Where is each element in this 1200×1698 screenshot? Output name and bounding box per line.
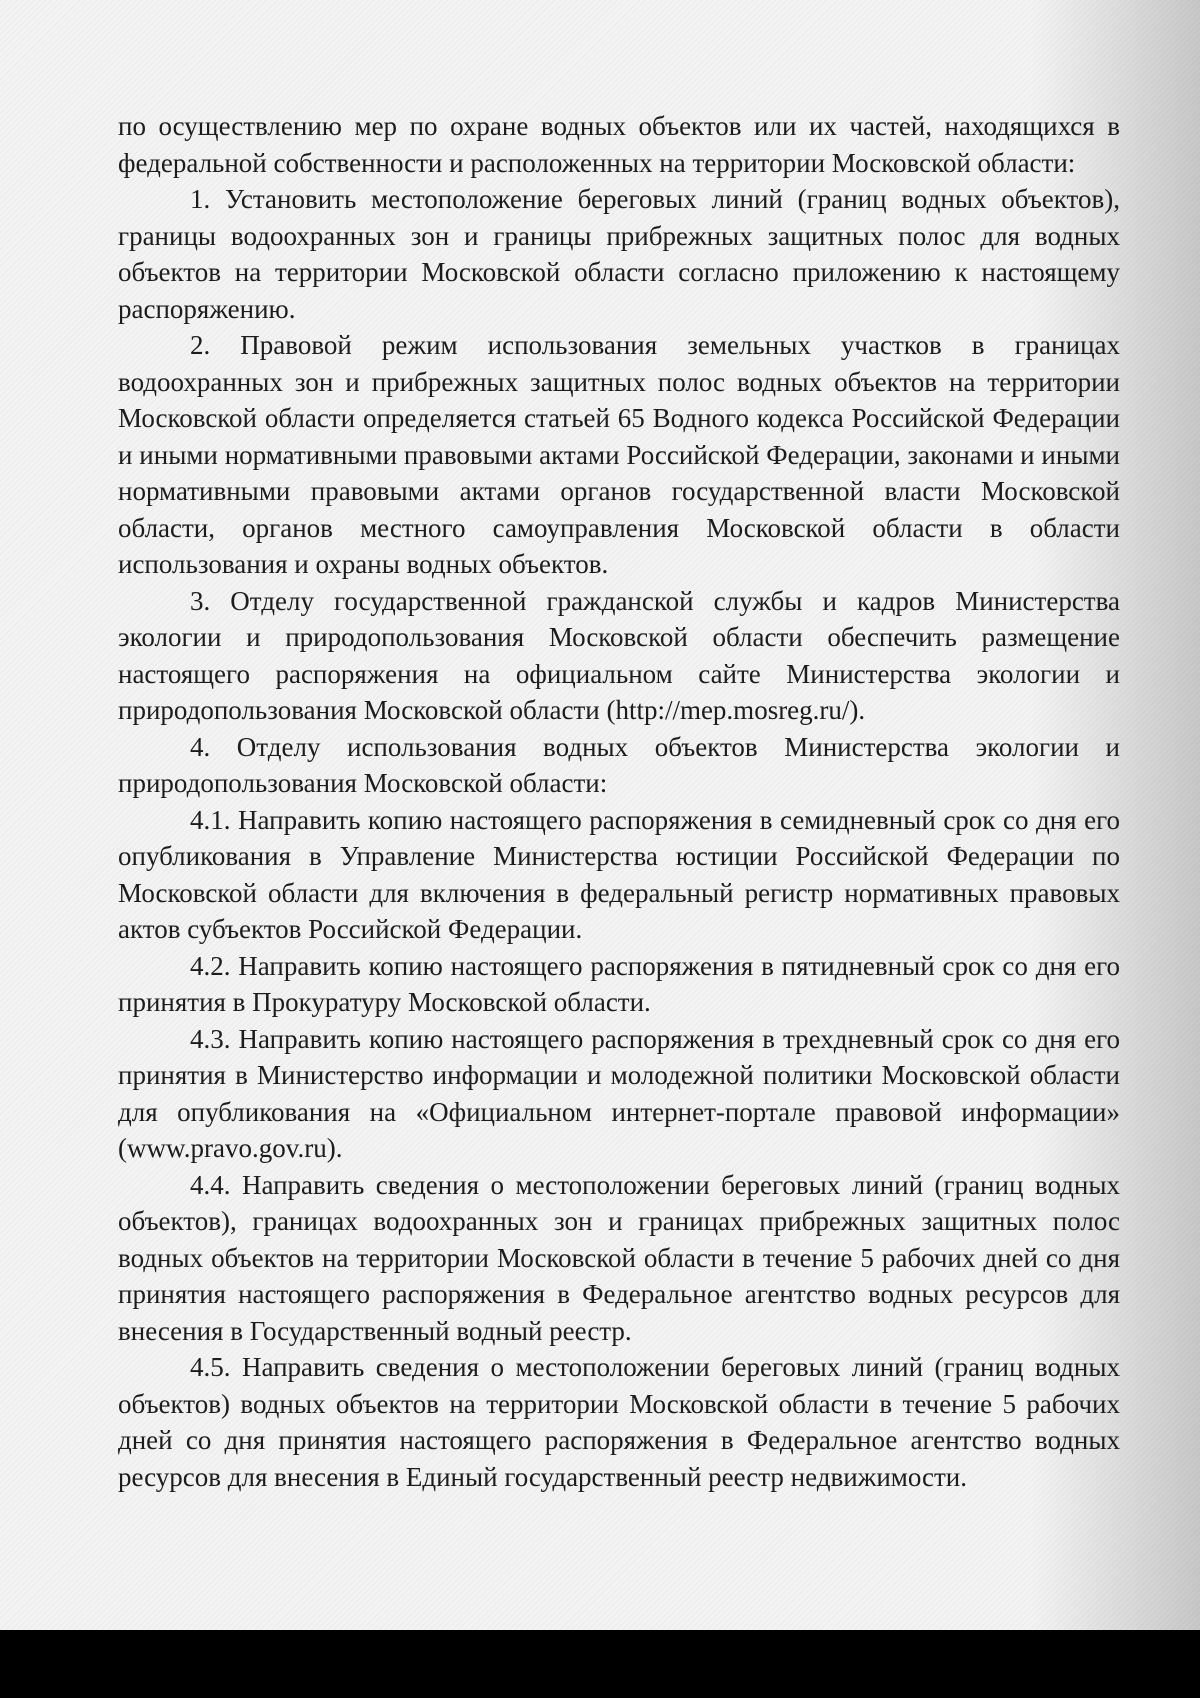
paragraph-item-4-4: 4.4. Направить сведения о местоположении береговых линий (границ водных объектов), границах водоохранных зон и границах прибрежных защитных полос водных объектов на территории Московской области в течение 5 рабочих дней со дня принятия настоящего распоряжения в Федеральное агентство водных ресурсов для внесения в Государственный водный реестр. xyxy=(118,1169,1120,1346)
paragraph-item-2: 2. Правовой режим использования земельных участков в границах водоохранных зон и прибрежных защитных полос водных объектов на территории Московской области определяется статьей 65 Водного кодекса Российской Федерации и иными нормативными правовыми актами Российской Федерации, законами и иными нормативными правовыми актами органов государственной власти Московской области, органов местного самоуправления Московской области в области использования и охраны водных объектов. xyxy=(118,330,1120,579)
paragraph-item-4: 4. Отделу использования водных объектов Министерства экологии и природопользования Московской области: xyxy=(118,731,1120,798)
paragraph-intro: по осуществлению мер по охране водных объектов или их частей, находящихся в федеральной собственности и расположенных на территории Московской области: xyxy=(118,111,1120,178)
document-body xyxy=(118,108,1120,1495)
paragraph-item-3: 3. Отделу государственной гражданской службы и кадров Министерства экологии и природопользования Московской области обеспечить размещение настоящего распоряжения на официальном сайте Министерства экологии и природопользования Московской области (http://mep.mosreg.ru/). xyxy=(118,585,1120,725)
paragraph-item-4-5: 4.5. Направить сведения о местоположении береговых линий (границ водных объектов) водных объектов на территории Московской области в течение 5 рабочих дней со дня принятия настоящего распоряжения в Федеральное агентство водных ресурсов для внесения в Единый государственный реестр недвижимости. xyxy=(118,1352,1120,1492)
paragraph-item-4-2: 4.2. Направить копию настоящего распоряжения в пятидневный срок со дня его принятия в Прокуратуру Московской области. xyxy=(118,950,1120,1017)
paragraph-item-4-3: 4.3. Направить копию настоящего распоряжения в трехдневный срок со дня его принятия в Министерство информации и молодежной политики Московской области для опубликования на «Официальном интернет-портале правовой информации» (www.pravo.gov.ru). xyxy=(118,1023,1120,1163)
paragraph-item-4-1: 4.1. Направить копию настоящего распоряжения в семидневный срок со дня его опубликования в Управление Министерства юстиции Российской Федерации по Московской области для включения в федеральный регистр нормативных правовых актов субъектов Российской Федерации. xyxy=(118,804,1120,944)
paragraph-item-1: 1. Установить местоположение береговых линий (границ водных объектов), границы водоохранных зон и границы прибрежных защитных полос для водных объектов на территории Московской области согласно приложению к настоящему распоряжению. xyxy=(118,184,1120,324)
scan-bottom-border xyxy=(0,1630,1200,1698)
